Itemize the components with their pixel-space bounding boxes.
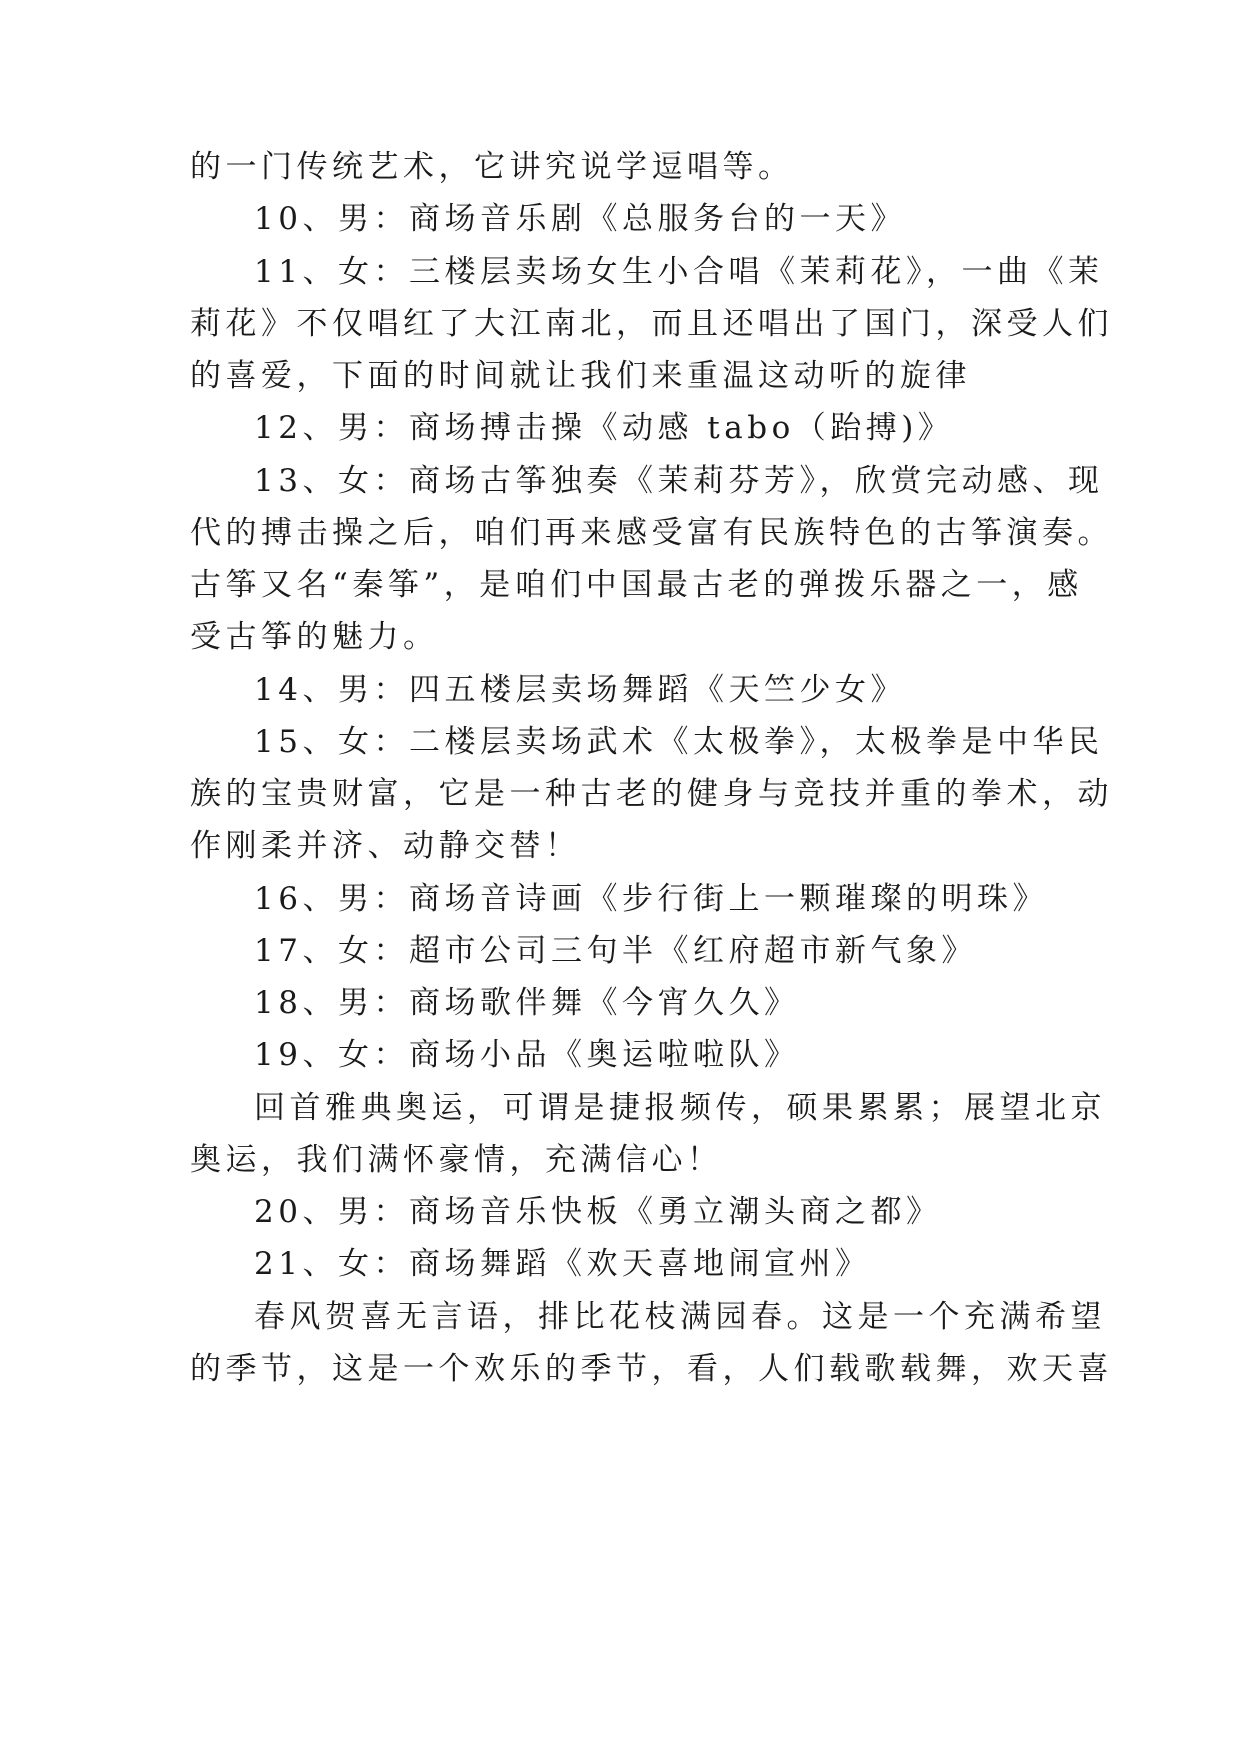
program-item: 17、女：超市公司三句半《红府超市新气象》 (254, 933, 977, 969)
text-line: 代的搏击操之后，咱们再来感受富有民族特色的古筝演奏。 (190, 515, 1113, 551)
paragraph-start: 春风贺喜无言语，排比花枝满园春。这是一个充满希望 (254, 1299, 1106, 1335)
program-item: 21、女：商场舞蹈《欢天喜地闹宣州》 (254, 1246, 871, 1282)
program-item: 15、女：二楼层卖场武术《太极拳》，太极拳是中华民 (254, 724, 1104, 760)
program-item: 11、女：三楼层卖场女生小合唱《茉莉花》，一曲《茉 (254, 254, 1104, 290)
program-item: 16、男：商场音诗画《步行街上一颗璀璨的明珠》 (254, 881, 1048, 917)
text-line: 作刚柔并济、动静交替！ (190, 828, 581, 864)
program-item: 19、女：商场小品《奥运啦啦队》 (254, 1037, 800, 1073)
text-line: 的一门传统艺术，它讲究说学逗唱等。 (190, 149, 794, 185)
paragraph-start: 回首雅典奥运，可谓是捷报频传，硕果累累；展望北京 (254, 1090, 1106, 1126)
text-line: 奥运，我们满怀豪情，充满信心！ (190, 1142, 723, 1178)
program-item: 14、男：四五楼层卖场舞蹈《天竺少女》 (254, 672, 906, 708)
text-line: 族的宝贵财富，它是一种古老的健身与竞技并重的拳术，动 (190, 776, 1113, 812)
text-line: 受古筝的魅力。 (190, 619, 439, 655)
text-line: 的喜爱，下面的时间就让我们来重温这动听的旋律 (190, 358, 971, 394)
program-item: 12、男：商场搏击操《动感 tabo（跆搏)》 (254, 410, 954, 446)
text-line: 古筝又名“秦筝”，是咱们中国最古老的弹拨乐器之一，感 (190, 567, 1083, 603)
program-item: 20、男：商场音乐快板《勇立潮头商之都》 (254, 1194, 942, 1230)
program-item: 18、男：商场歌伴舞《今宵久久》 (254, 985, 800, 1021)
program-item: 13、女：商场古筝独奏《茉莉芬芳》，欣赏完动感、现 (254, 463, 1104, 499)
text-line: 的季节，这是一个欢乐的季节，看，人们载歌载舞，欢天喜 (190, 1351, 1113, 1387)
program-item: 10、男：商场音乐剧《总服务台的一天》 (254, 201, 906, 237)
text-line: 莉花》不仅唱红了大江南北，而且还唱出了国门，深受人们 (190, 306, 1113, 342)
